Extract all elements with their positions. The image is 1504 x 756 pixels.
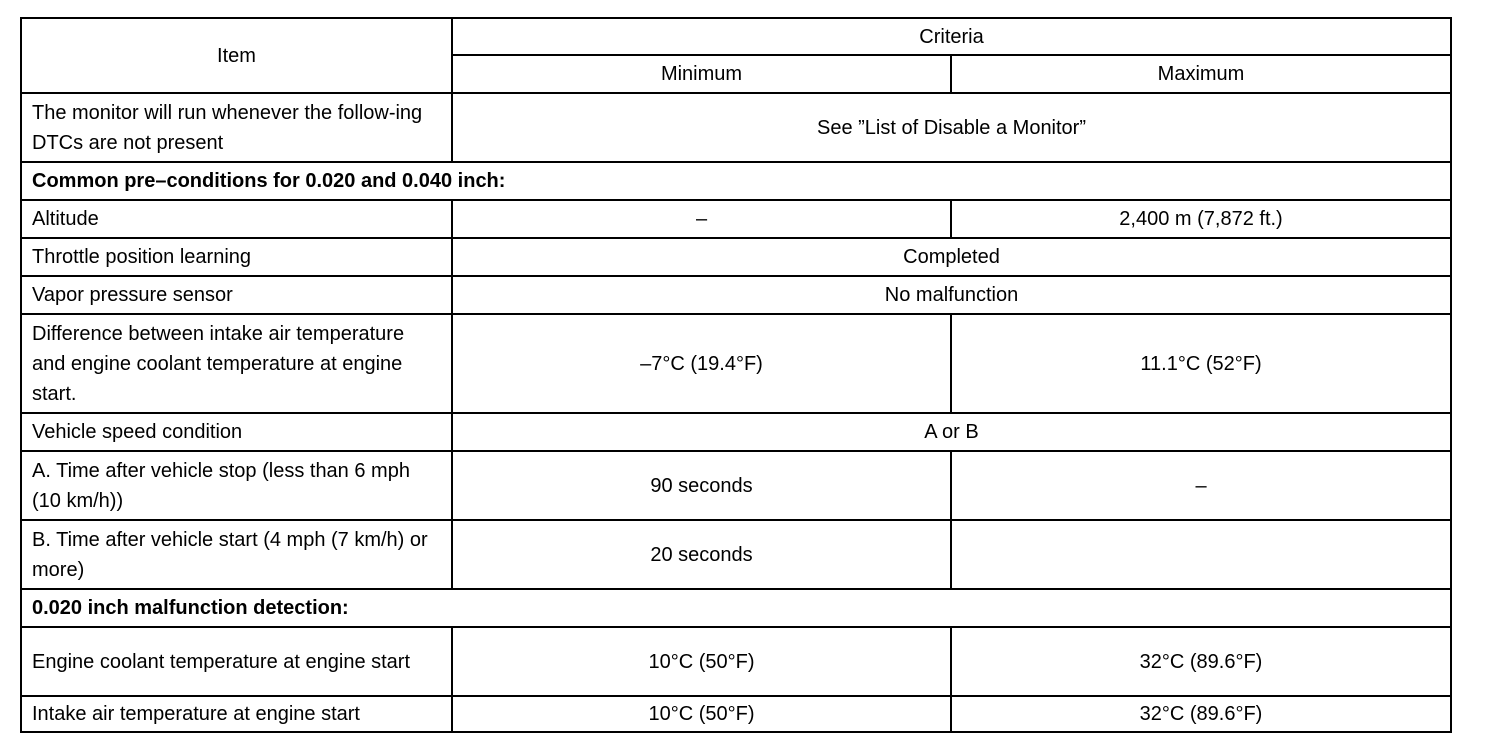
row-max: 32°C (89.6°F) [951,696,1451,732]
row-item: Intake air temperature at engine start [21,696,452,732]
header-row [21,18,1451,55]
row-min: 10°C (50°F) [452,627,951,696]
row-min: – [452,200,951,238]
table-row [21,413,1451,451]
row-min: 90 seconds [452,451,951,520]
row-item: Vapor pressure sensor [21,276,452,314]
header-criteria: Criteria [452,18,1451,55]
table-row [21,93,1451,162]
row-min: –7°C (19.4°F) [452,314,951,413]
header-minimum: Minimum [452,55,951,93]
row-item: Vehicle speed condition [21,413,452,451]
section-row [21,162,1451,200]
row-min: 10°C (50°F) [452,696,951,732]
row-item: B. Time after vehicle start (4 mph (7 km/h) or more) [21,520,452,589]
table-row [21,627,1451,696]
row-max: 11.1°C (52°F) [951,314,1451,413]
row-item: The monitor will run whenever the follow-ing DTCs are not present [21,93,452,162]
table-row [21,314,1451,413]
row-max: – [951,451,1451,520]
header-item: Item [21,18,452,93]
header-maximum: Maximum [951,55,1451,93]
row-value: See ”List of Disable a Monitor” [452,93,1451,162]
criteria-table [20,17,1452,733]
table-row [21,238,1451,276]
section-heading: 0.020 inch malfunction detection: [21,589,1451,627]
row-value: Completed [452,238,1451,276]
table-row [21,520,1451,589]
row-item: Throttle position learning [21,238,452,276]
row-item: A. Time after vehicle stop (less than 6 mph (10 km/h)) [21,451,452,520]
table-row [21,451,1451,520]
row-max: 32°C (89.6°F) [951,627,1451,696]
table-row [21,200,1451,238]
row-value: A or B [452,413,1451,451]
row-max: 2,400 m (7,872 ft.) [951,200,1451,238]
row-min: 20 seconds [452,520,951,589]
row-item: Difference between intake air temperature and engine coolant temperature at engine start. [21,314,452,413]
table-row [21,276,1451,314]
row-item: Engine coolant temperature at engine start [21,627,452,696]
table-row [21,696,1451,732]
row-max [951,520,1451,589]
row-item: Altitude [21,200,452,238]
row-value: No malfunction [452,276,1451,314]
section-heading: Common pre–conditions for 0.020 and 0.040 inch: [21,162,1451,200]
section-row [21,589,1451,627]
